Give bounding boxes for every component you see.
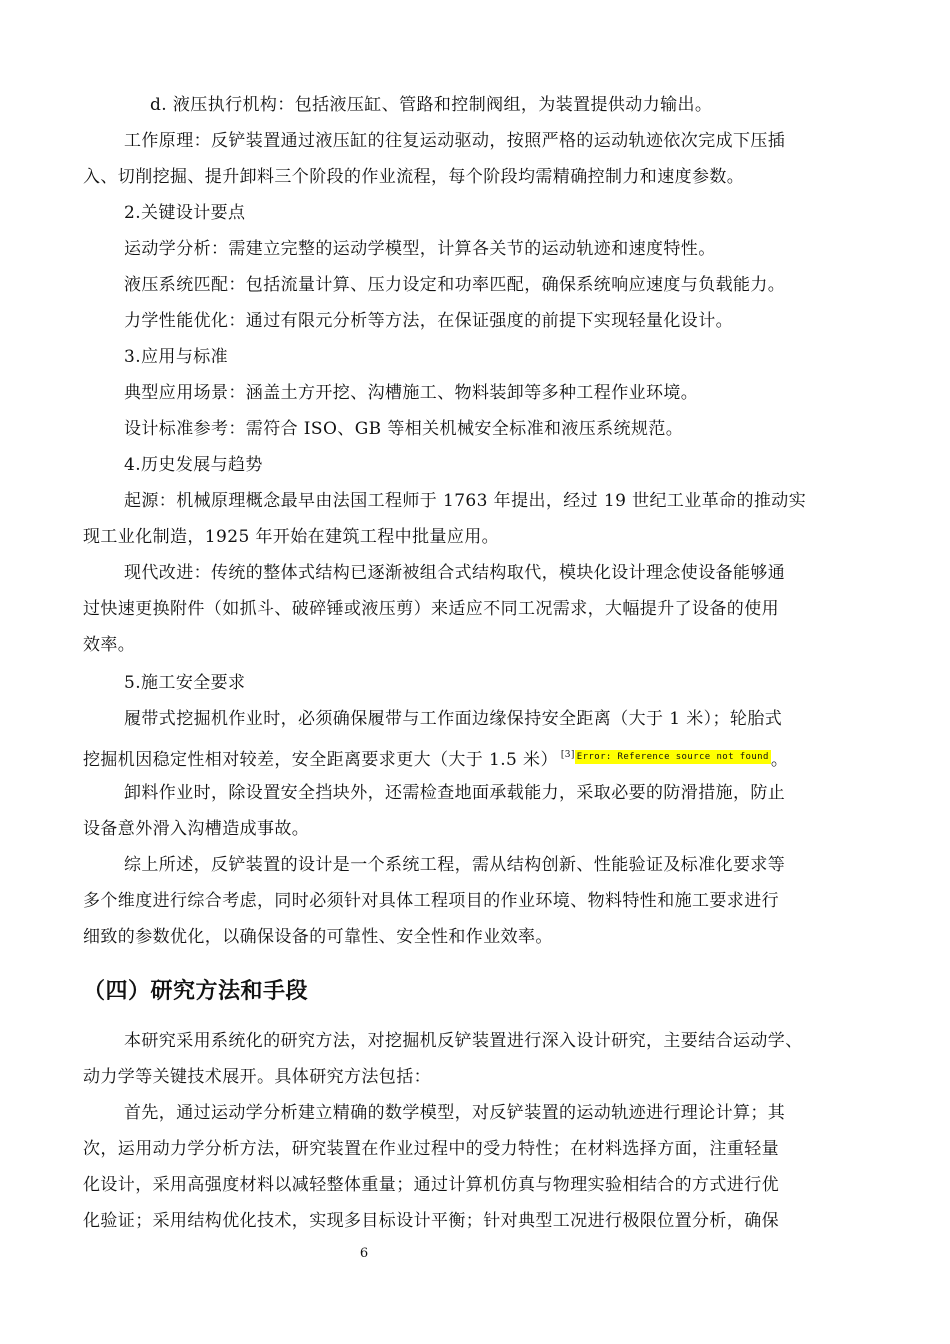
text-line: 综上所述，反铲装置的设计是一个系统工程，需从结构创新、性能验证及标准化要求等: [124, 855, 786, 875]
text-span: 挖掘机因稳定性相对较差，安全距离要求更大（大于 1.5 米）: [83, 750, 558, 770]
page-number: 6: [359, 1246, 369, 1261]
text-line: 化设计，采用高强度材料以减轻整体重量；通过计算机仿真与物理实验相结合的方式进行优: [83, 1175, 779, 1195]
text-line: 多个维度进行综合考虑，同时必须针对具体工程项目的作业环境、物料特性和施工要求进行: [83, 891, 779, 911]
text-line: 设计标准参考：需符合 ISO、GB 等相关机械安全标准和液压系统规范。: [124, 419, 684, 439]
text-line: 力学性能优化：通过有限元分析等方法，在保证强度的前提下实现轻量化设计。: [124, 311, 733, 331]
text-line-item-d: d. 液压执行机构：包括液压缸、管路和控制阀组，为装置提供动力输出。: [150, 95, 713, 115]
text-line: 现代改进：传统的整体式结构已逐渐被组合式结构取代，模块化设计理念使设备能够通: [124, 563, 786, 583]
text-line: 入、切削挖掘、提升卸料三个阶段的作业流程，每个阶段均需精确控制力和速度参数。: [83, 167, 745, 187]
text-line: 卸料作业时，除设置安全挡块外，还需检查地面承载能力，采取必要的防滑措施，防止: [124, 783, 786, 803]
text-line: 本研究采用系统化的研究方法，对挖掘机反铲装置进行深入设计研究，主要结合运动学、: [124, 1031, 803, 1051]
section-heading-research-methods: （四）研究方法和手段: [83, 979, 309, 1004]
text-line-with-citation: [83, 743, 789, 770]
text-line: 首先，通过运动学分析建立精确的数学模型，对反铲装置的运动轨迹进行理论计算；其: [124, 1103, 786, 1123]
subheading-history-trends: 4.历史发展与趋势: [124, 455, 263, 475]
reference-error-field[interactable]: Error: Reference source not found: [576, 752, 769, 762]
subheading-key-design-points: 2.关键设计要点: [124, 203, 246, 223]
text-line: 履带式挖掘机作业时，必须确保履带与工作面边缘保持安全距离（大于 1 米）；轮胎式: [124, 709, 783, 729]
text-line: 效率。: [83, 635, 136, 655]
text-span: 。: [770, 750, 789, 770]
text-line: 运动学分析：需建立完整的运动学模型，计算各关节的运动轨迹和速度特性。: [124, 239, 716, 259]
subheading-construction-safety: 5.施工安全要求: [124, 673, 246, 693]
text-line: 动力学等关键技术展开。具体研究方法包括：: [83, 1067, 431, 1087]
text-line: 细致的参数优化，以确保设备的可靠性、安全性和作业效率。: [83, 927, 553, 947]
subheading-applications-standards: 3.应用与标准: [124, 347, 229, 367]
text-line: 过快速更换附件（如抓斗、破碎锤或液压剪）来适应不同工况需求，大幅提升了设备的使用: [83, 599, 779, 619]
text-line: 起源：机械原理概念最早由法国工程师于 1763 年提出，经过 19 世纪工业革命的推动实: [124, 491, 807, 511]
text-line: 典型应用场景：涵盖土方开挖、沟槽施工、物料装卸等多种工程作业环境。: [124, 383, 699, 403]
text-line: 现工业化制造，1925 年开始在建筑工程中批量应用。: [83, 527, 500, 547]
text-line: 液压系统匹配：包括流量计算、压力设定和功率匹配，确保系统响应速度与负载能力。: [124, 275, 786, 295]
citation-superscript: [3]: [560, 750, 575, 760]
text-line: 设备意外滑入沟槽造成事故。: [83, 819, 310, 839]
text-line: 次，运用动力学分析方法，研究装置在作业过程中的受力特性；在材料选择方面，注重轻量: [83, 1139, 779, 1159]
text-line-working-principle: 工作原理：反铲装置通过液压缸的往复运动驱动，按照严格的运动轨迹依次完成下压插: [124, 131, 786, 151]
text-line: 化验证；采用结构优化技术，实现多目标设计平衡；针对典型工况进行极限位置分析，确保: [83, 1211, 779, 1231]
